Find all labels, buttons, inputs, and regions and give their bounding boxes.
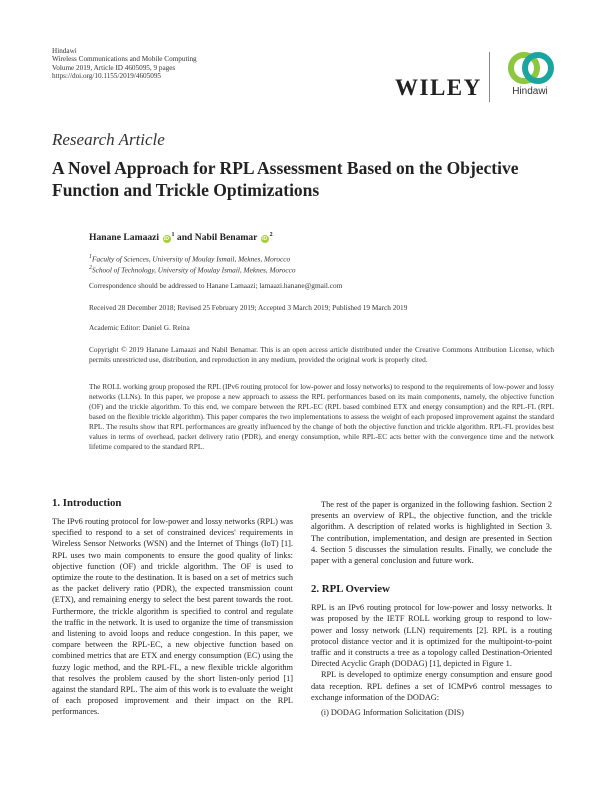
volume-info: Volume 2019, Article ID 4605095, 9 pages: [52, 63, 176, 72]
section-heading: 1. Introduction: [52, 497, 122, 509]
journal-name: Wireless Communications and Mobile Computing: [52, 55, 197, 64]
body-paragraph: The rest of the paper is organized in the following fashion. Section 2 presents an overview of RPL, the objective function, and the trickle algorithm. A description of related works is highlighted in Section 3. The contribution, implementation, and design are presented in Section 4. Section 5 discusses the simulation results. Finally, we conclude the paper with a general conclusion and future work.: [311, 500, 552, 566]
author-name[interactable]: Hanane Lamaazi: [89, 232, 160, 244]
author-list: [89, 232, 273, 243]
affiliation-text: School of Technology, University of Moulay Ismail, Meknes, Morocco: [92, 265, 296, 275]
section-heading: 2. RPL Overview: [311, 583, 390, 596]
body-paragraph: RPL is developed to optimize energy consumption and ensure good data reception. RPL defines a set of ICMPv6 control messages to exchange information of the DODAG:: [311, 670, 552, 702]
abstract: The ROLL working group proposed the RPL (IPv6 routing protocol for low-power and lossy networks) to respond to the requirements of low-power and lossy networks (LLNs). In this paper, we propose a new approach to assess the RPL performances based on its main components, namely, the objective function (OF) and the trickle algorithm. To this end, we compare between the RPL-EC (RPL based combined ETX and energy consumption) and the RPL-FL (RPL based on the flexible trickle algorithm). This paper compares the two implementations to assess the weight of each proposed improvement against the standard RPL. The results show that RPL performances are greatly influenced by the change of both the objective function and trickle algorithm. RPL-FL provides best values in terms of overhead, packet delivery ratio (PDR), and energy consumption, while RPL-EC acts better with the convergence time and the network lifetime compared to the standard RPL.: [89, 382, 554, 451]
affiliation-text: Faculty of Sciences, University of Moulay Ismail, Meknes, Morocco: [92, 254, 291, 264]
body-paragraph: RPL is an IPv6 routing protocol for low-power and lossy networks. It was proposed by the IETF ROLL working group to respond to low-power and lossy network (LLN) requirements [2]. RPL is a routing protocol distance vector and it is optimized for the multipoint-to-point traffic and it constructs a tree as a topology called Destination-Oriented Directed Acyclic Graph (DODAG) [1], depicted in Figure 1.: [311, 603, 552, 669]
publication-dates: Received 28 December 2018; Revised 25 February 2019; Accepted 3 March 2019; Published 19 March 2019: [89, 303, 408, 312]
article-title: A Novel Approach for RPL Assessment Based on the Objective Function and Trickle Optimizations: [52, 158, 519, 200]
affiliation-2: [89, 264, 296, 274]
orcid-icon[interactable]: iD: [164, 236, 169, 243]
publisher-name: Hindawi: [52, 47, 77, 55]
body-paragraph: The IPv6 routing protocol for low-power and lossy networks (RPL) was specified to respond to a set of constrained devices' requirements in Wireless Sensor Networks (WSN) and the Internet of Things (IoT) [1]. RPL uses two main components to ensure the good quality of links: objective function (OF) and trickle algorithm. The OF is used to optimize the route to the destination. It is based on a set of metrics such as the packet delivery ratio (PDR), the expected transmission count (ETX), and remaining energy to select the best parent towards the root. Furthermore, the trickle algorithm is specified to control and regulate the traffic in the network. It is used to organize the time of transmission and listening to avoid loops and reduce congestion. In this paper, we compare between the RPL-EC, a new objective function based on combined metrics that are ETX and energy consumption (EC) using the fuzzy logic method, and the RPL-FL, a new flexible trickle algorithm that resolves the problem caused by the short listen-only period [1] against the standard RPL. The aim of this work is to evaluate the weight of each proposed improvement and their impact on the RPL performances.: [52, 517, 293, 717]
hindawi-logo-text: Hindawi: [512, 86, 548, 97]
list-item: (i) DODAG Information Solicitation (DIS): [321, 708, 464, 718]
hindawi-logo-icon: [506, 49, 556, 87]
academic-editor: Academic Editor: Daniel G. Reina: [89, 323, 190, 332]
right-column: [311, 499, 552, 718]
logo-divider: [489, 52, 490, 102]
doi-link[interactable]: https://doi.org/10.1155/2019/4605095: [52, 72, 162, 81]
affiliation-1: [89, 253, 290, 263]
affiliation-mark: 1: [171, 232, 175, 238]
orcid-icon[interactable]: iD: [262, 236, 268, 243]
author-name[interactable]: Nabil Benamar: [194, 232, 258, 244]
affiliation-mark: 1: [89, 254, 92, 260]
affiliation-mark: 2: [89, 265, 92, 271]
left-column: [52, 496, 293, 718]
correspondence: Correspondence should be addressed to Hanane Lamaazi; lamaazi.hanane@gmail.com: [89, 281, 343, 290]
affiliation-mark: 2: [269, 232, 273, 238]
article-type: Research Article: [52, 130, 165, 149]
journal-metadata: [52, 47, 197, 81]
author-joiner: and: [176, 232, 193, 244]
wiley-logo: WILEY: [395, 75, 482, 100]
copyright-notice: Copyright © 2019 Hanane Lamaazi and Nabil Benamar. This is an open access article distributed under the Creative Commons Attribution License, which permits unrestricted use, distribution, and reproduction in any medium, provided the original work is properly cited.: [89, 345, 554, 364]
